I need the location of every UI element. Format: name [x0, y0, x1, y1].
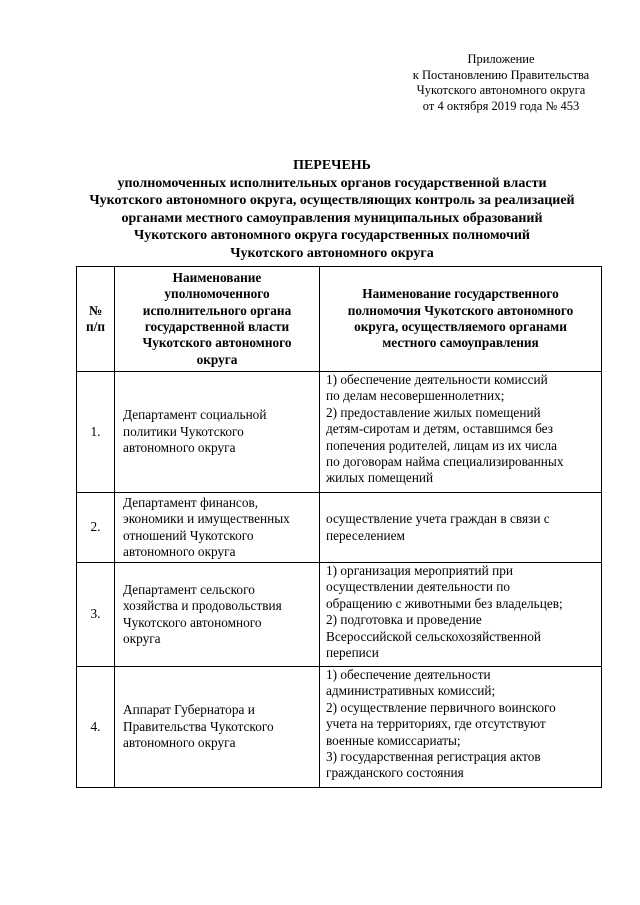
table-row — [77, 563, 602, 667]
power-line: 3) государственная регистрация актов — [326, 749, 541, 765]
organ-line: округа — [123, 630, 161, 646]
row-organ — [115, 493, 320, 563]
organ-line: автономного округа — [123, 735, 236, 751]
header-organ-line: исполнительного органа — [142, 302, 292, 318]
appendix-line: Чукотского автономного округа — [416, 83, 586, 97]
power-line: учета на территориях, где отсутствуют — [326, 716, 546, 732]
header-number — [77, 267, 115, 372]
appendix-line: Приложение — [467, 52, 535, 66]
header-number-line: № — [88, 302, 103, 318]
organ-line: автономного округа — [123, 543, 236, 559]
power-line: 2) предоставление жилых помещений — [326, 404, 541, 420]
authorities-table — [76, 266, 602, 788]
organ-line: Правительства Чукотского — [123, 718, 274, 734]
table-header-row — [77, 267, 602, 372]
power-line: 1) обеспечение деятельности — [326, 667, 491, 682]
power-line: военные комиссариаты; — [326, 732, 461, 748]
header-power-line: местного самоуправления — [382, 335, 539, 351]
header-power-line: округа, осуществляемого органами — [354, 319, 567, 334]
power-line: 2) осуществление первичного воинского — [326, 699, 556, 715]
row-number: 3. — [77, 563, 115, 667]
header-power-line: Наименование государственного — [362, 286, 559, 302]
power-line: осуществление учета граждан в связи с — [326, 511, 550, 527]
header-power — [320, 267, 602, 372]
appendix-block — [376, 52, 626, 114]
header-organ-line: государственной власти — [144, 319, 290, 334]
organ-line: Чукотского автономного — [123, 614, 262, 630]
title-line: Чукотского автономного округа государственных полномочий — [134, 228, 530, 243]
header-organ-line: Чукотского автономного — [142, 335, 292, 351]
row-power — [320, 667, 602, 788]
table-row — [77, 372, 602, 493]
title-line: органами местного самоуправления муниципальных образований — [121, 210, 543, 226]
organ-line: хозяйства и продовольствия — [123, 598, 282, 614]
power-line: попечения родителей, лицам из их числа — [326, 437, 558, 453]
organ-line: Аппарат Губернатора и — [123, 702, 255, 718]
header-organ — [115, 267, 320, 372]
row-number: 2. — [77, 493, 115, 563]
row-power — [320, 563, 602, 667]
organ-line: политики Чукотского — [123, 423, 244, 439]
power-line: детям-сиротам и детям, оставшимся без — [326, 421, 553, 437]
power-line: 2) подготовка и проведение — [326, 612, 482, 628]
row-organ — [115, 372, 320, 493]
row-organ — [115, 563, 320, 667]
power-line: переселением — [326, 527, 405, 543]
organ-line: экономики и имущественных — [123, 511, 290, 527]
organ-line: автономного округа — [123, 440, 236, 456]
power-line: административных комиссий; — [326, 683, 496, 699]
row-power — [320, 493, 602, 563]
table-row — [77, 667, 602, 788]
organ-line: Департамент сельского — [123, 581, 255, 597]
power-line: 1) организация мероприятий при — [326, 563, 513, 578]
row-power — [320, 372, 602, 493]
power-line: по делам несовершеннолетних; — [326, 388, 505, 404]
header-number-line: п/п — [85, 319, 106, 334]
row-organ — [115, 667, 320, 788]
title-line: уполномоченных исполнительных органов государственной власти — [117, 175, 547, 191]
power-line: жилых помещений — [326, 470, 434, 486]
title-line: Чукотского автономного округа, осуществляющих контроль за реализацией — [89, 193, 575, 208]
power-line: переписи — [326, 645, 379, 661]
appendix-line: к Постановлению Правительства — [412, 67, 590, 82]
header-organ-line: округа — [196, 351, 238, 367]
table-row — [77, 493, 602, 563]
power-line: Всероссийской сельскохозяйственной — [326, 628, 542, 644]
power-line: гражданского состояния — [326, 765, 464, 781]
header-organ-line: Наименование — [172, 269, 262, 285]
header-power-line: полномочия Чукотского автономного — [347, 302, 574, 318]
power-line: обращению с животными без владельцев; — [326, 595, 563, 611]
appendix-date-line: от 4 октября 2019 года № 453 — [422, 98, 580, 113]
row-number: 1. — [77, 372, 115, 493]
organ-line: отношений Чукотского — [123, 527, 254, 543]
title-line: Чукотского автономного округа — [230, 245, 434, 261]
document-title — [62, 157, 602, 262]
power-line: 1) обеспечение деятельности комиссий — [326, 372, 548, 387]
power-line: по договорам найма специализированных — [326, 454, 564, 470]
organ-line: Департамент финансов, — [123, 494, 259, 510]
title-heading: ПЕРЕЧЕНЬ — [293, 158, 371, 173]
organ-line: Департамент социальной — [123, 407, 267, 423]
row-number: 4. — [77, 667, 115, 788]
header-organ-line: уполномоченного — [164, 286, 270, 302]
power-line: осуществлении деятельности по — [326, 579, 511, 595]
